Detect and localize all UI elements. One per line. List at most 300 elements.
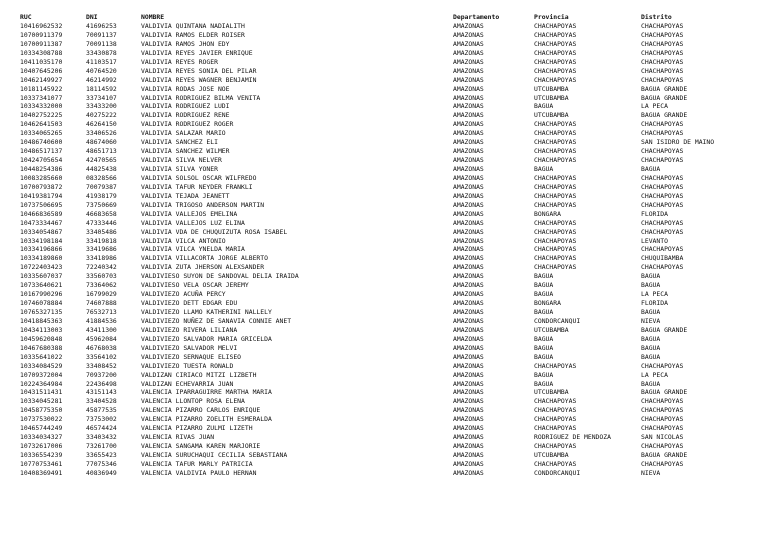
- cell-nombre: VALDIVIA REYES WAGNER BENJAMIN: [141, 75, 257, 84]
- cell-provincia: BONGARA: [534, 209, 561, 218]
- table-row: [20, 219, 760, 228]
- cell-provincia: BAGUA: [534, 272, 554, 281]
- cell-nombre: VALENCIA TAFUR MARLY PATRICIA: [141, 459, 253, 468]
- cell-dni: 33418986: [86, 254, 117, 263]
- cell-distrito: FLORIDA: [641, 299, 668, 308]
- cell-departamento: AMAZONAS: [453, 165, 484, 173]
- table-body: [20, 22, 760, 478]
- cell-ruc: 10431511431: [20, 388, 63, 397]
- table-row: [20, 174, 760, 183]
- cell-distrito: CHACHAPOYAS: [641, 75, 684, 84]
- cell-distrito: CHUQUIBAMBA: [641, 254, 684, 263]
- cell-nombre: VALDIVIA RODAS JOSE NOE: [141, 84, 230, 93]
- cell-ruc: 10408369491: [20, 468, 63, 477]
- cell-provincia: BAGUA: [534, 343, 554, 352]
- cell-distrito: BAGUA GRANDE: [641, 93, 688, 102]
- cell-ruc: 10334196866: [20, 245, 63, 254]
- cell-distrito: CHACHAPOYAS: [641, 22, 684, 30]
- cell-nombre: VALDIVIA REYES JAVIER ENRIQUE: [141, 48, 253, 57]
- cell-provincia: UTCUBAMBA: [534, 111, 569, 120]
- cell-departamento: AMAZONAS: [453, 433, 484, 442]
- cell-nombre: VALDIVIA VALLEJOS LUZ ELINA: [141, 218, 245, 227]
- table-row: [20, 156, 760, 165]
- cell-provincia: CONDORCANQUI: [534, 468, 581, 477]
- cell-dni: 48651713: [86, 147, 117, 156]
- table-row: [20, 344, 760, 353]
- cell-dni: 33408452: [86, 361, 117, 370]
- cell-nombre: VALENCIA RIVAS JUAN: [141, 433, 215, 442]
- cell-ruc: 10462641503: [20, 120, 63, 129]
- cell-dni: 33405486: [86, 227, 117, 236]
- cell-departamento: AMAZONAS: [453, 316, 484, 325]
- cell-ruc: 10181145922: [20, 84, 63, 93]
- table-row: [20, 469, 760, 478]
- cell-dni: 33404528: [86, 397, 117, 406]
- cell-nombre: VALDIVIA VILCA YNELDA MARIA: [141, 245, 245, 254]
- cell-distrito: LA PECA: [641, 370, 668, 379]
- cell-provincia: BAGUA: [534, 352, 554, 361]
- cell-provincia: CHACHAPOYAS: [534, 22, 577, 30]
- cell-nombre: VALDIVIESO SUYON DE SANDOVAL DELIA IRAIDA: [141, 272, 299, 281]
- cell-distrito: CHACHAPOYAS: [641, 200, 684, 209]
- records-table: [20, 12, 760, 478]
- cell-departamento: AMAZONAS: [453, 227, 484, 236]
- cell-departamento: AMAZONAS: [453, 120, 484, 129]
- cell-dni: 33430878: [86, 48, 117, 57]
- table-row: [20, 290, 760, 299]
- table-row: [20, 210, 760, 219]
- header-dni: DNI: [86, 13, 98, 21]
- cell-ruc: 10083285660: [20, 173, 63, 182]
- table-row: [20, 362, 760, 371]
- cell-dni: 46683658: [86, 209, 117, 218]
- cell-ruc: 10737530022: [20, 415, 63, 424]
- table-row: [20, 254, 760, 263]
- table-row: [20, 406, 760, 415]
- cell-dni: 33655423: [86, 451, 117, 459]
- cell-nombre: VALDIVIA VALLEJOS EMELINA: [141, 209, 238, 218]
- cell-ruc: 10335607037: [20, 272, 63, 281]
- cell-nombre: VALDIVIA REYES SONIA DEL PILAR: [141, 66, 257, 75]
- cell-departamento: AMAZONAS: [453, 138, 484, 147]
- cell-nombre: VALDIVIA VILCA ANTONIO: [141, 236, 226, 245]
- cell-nombre: VALENCIA VALDIVIA PAULO HERNAN: [141, 468, 257, 477]
- cell-dni: 43411300: [86, 325, 117, 334]
- cell-dni: 73261700: [86, 442, 117, 451]
- cell-ruc: 10462149927: [20, 75, 63, 84]
- cell-departamento: AMAZONAS: [453, 281, 484, 290]
- cell-ruc: 10167990296: [20, 290, 63, 299]
- cell-dni: 33734107: [86, 93, 117, 102]
- cell-departamento: AMAZONAS: [453, 379, 484, 388]
- cell-distrito: CHACHAPOYAS: [641, 120, 684, 129]
- cell-nombre: VALENCIA SURUCHAQUI CECILIA SEBASTIANA: [141, 451, 288, 459]
- table-row: [20, 67, 760, 76]
- cell-nombre: VALDIVIEZO LLAMO KATHERINI NALLELY: [141, 308, 272, 316]
- cell-provincia: UTCUBAMBA: [534, 325, 569, 334]
- cell-dni: 73364062: [86, 281, 117, 290]
- table-row: [20, 424, 760, 433]
- table-row: [20, 451, 760, 460]
- cell-departamento: AMAZONAS: [453, 66, 484, 75]
- cell-provincia: BAGUA: [534, 290, 554, 299]
- cell-provincia: CHACHAPOYAS: [534, 406, 577, 415]
- cell-departamento: AMAZONAS: [453, 93, 484, 102]
- cell-provincia: CHACHAPOYAS: [534, 263, 577, 272]
- cell-provincia: CHACHAPOYAS: [534, 147, 577, 156]
- cell-distrito: CHACHAPOYAS: [641, 415, 684, 424]
- cell-provincia: UTCUBAMBA: [534, 451, 569, 459]
- cell-dni: 33403432: [86, 433, 117, 442]
- cell-distrito: CHACHAPOYAS: [641, 182, 684, 191]
- table-row: [20, 308, 760, 317]
- cell-distrito: BAGUA: [641, 308, 661, 316]
- cell-ruc: 10700911387: [20, 39, 63, 48]
- cell-distrito: BAGUA: [641, 165, 661, 173]
- cell-dni: 46574424: [86, 424, 117, 433]
- cell-departamento: AMAZONAS: [453, 254, 484, 263]
- cell-departamento: AMAZONAS: [453, 57, 484, 66]
- cell-ruc: 10434113003: [20, 325, 63, 334]
- table-row: [20, 49, 760, 58]
- cell-ruc: 10765327135: [20, 308, 63, 316]
- cell-dni: 73753002: [86, 415, 117, 424]
- cell-departamento: AMAZONAS: [453, 263, 484, 272]
- cell-distrito: FLORIDA: [641, 209, 668, 218]
- cell-ruc: 10411035170: [20, 57, 63, 66]
- cell-nombre: VALDIVIEZO DETT EDGAR EDU: [141, 299, 238, 308]
- cell-ruc: 10700911379: [20, 30, 63, 39]
- cell-distrito: CHACHAPOYAS: [641, 191, 684, 200]
- cell-distrito: CHACHAPOYAS: [641, 66, 684, 75]
- cell-provincia: CHACHAPOYAS: [534, 30, 577, 39]
- cell-dni: 70079387: [86, 182, 117, 191]
- cell-provincia: CHACHAPOYAS: [534, 129, 577, 138]
- cell-departamento: AMAZONAS: [453, 48, 484, 57]
- header-ruc: RUC: [20, 13, 32, 21]
- cell-departamento: AMAZONAS: [453, 370, 484, 379]
- table-row: [20, 31, 760, 40]
- cell-provincia: BAGUA: [534, 281, 554, 290]
- cell-ruc: 10732617006: [20, 442, 63, 451]
- cell-nombre: VALDIVIEZO SALVADOR MARIA GRICELDA: [141, 334, 272, 343]
- cell-provincia: CHACHAPOYAS: [534, 227, 577, 236]
- cell-distrito: CHACHAPOYAS: [641, 442, 684, 451]
- cell-dni: 33419686: [86, 245, 117, 254]
- cell-provincia: CHACHAPOYAS: [534, 39, 577, 48]
- cell-dni: 76532713: [86, 308, 117, 316]
- cell-ruc: 10336554239: [20, 451, 63, 459]
- cell-departamento: AMAZONAS: [453, 182, 484, 191]
- cell-dni: 41103517: [86, 57, 117, 66]
- cell-provincia: CHACHAPOYAS: [534, 200, 577, 209]
- cell-departamento: AMAZONAS: [453, 352, 484, 361]
- cell-distrito: LA PECA: [641, 290, 668, 299]
- cell-nombre: VALDIZAN ECHEVARRIA JUAN: [141, 379, 234, 388]
- cell-departamento: AMAZONAS: [453, 442, 484, 451]
- cell-provincia: CHACHAPOYAS: [534, 236, 577, 245]
- cell-provincia: CHACHAPOYAS: [534, 66, 577, 75]
- cell-nombre: VALDIVIA REYES ROGER: [141, 57, 218, 66]
- table-row: [20, 388, 760, 397]
- cell-provincia: CHACHAPOYAS: [534, 361, 577, 370]
- cell-provincia: BAGUA: [534, 165, 554, 173]
- cell-departamento: AMAZONAS: [453, 156, 484, 165]
- cell-distrito: CHACHAPOYAS: [641, 156, 684, 165]
- table-row: [20, 245, 760, 254]
- cell-provincia: CONDORCANQUI: [534, 316, 581, 325]
- cell-nombre: VALENCIA IPARRAGUIRRE MARTHA MARIA: [141, 388, 272, 397]
- cell-distrito: BAGUA: [641, 272, 661, 281]
- cell-departamento: AMAZONAS: [453, 245, 484, 254]
- cell-provincia: CHACHAPOYAS: [534, 57, 577, 66]
- cell-provincia: CHACHAPOYAS: [534, 75, 577, 84]
- cell-distrito: CHACHAPOYAS: [641, 406, 684, 415]
- cell-distrito: CHACHAPOYAS: [641, 57, 684, 66]
- cell-dni: 47333446: [86, 218, 117, 227]
- cell-nombre: VALDIVIA TEJADA JEANETT: [141, 191, 230, 200]
- table-row: [20, 138, 760, 147]
- cell-dni: 46214992: [86, 75, 117, 84]
- cell-dni: 33406526: [86, 129, 117, 138]
- cell-distrito: BAGUA: [641, 352, 661, 361]
- cell-dni: 48674060: [86, 138, 117, 147]
- cell-nombre: VALDIVIA RODRIGUEZ RENE: [141, 111, 230, 120]
- cell-dni: 46768038: [86, 343, 117, 352]
- cell-dni: 40275222: [86, 111, 117, 120]
- cell-nombre: VALENCIA PIZARRO ZULMI LIZETH: [141, 424, 253, 433]
- cell-ruc: 10467680388: [20, 343, 63, 352]
- table-row: [20, 102, 760, 111]
- cell-dni: 40764520: [86, 66, 117, 75]
- cell-dni: 45877535: [86, 406, 117, 415]
- cell-departamento: AMAZONAS: [453, 334, 484, 343]
- cell-departamento: AMAZONAS: [453, 75, 484, 84]
- cell-distrito: CHACHAPOYAS: [641, 263, 684, 272]
- cell-departamento: AMAZONAS: [453, 468, 484, 477]
- cell-nombre: VALDIVIA SALAZAR MARIO: [141, 129, 226, 138]
- cell-departamento: AMAZONAS: [453, 397, 484, 406]
- cell-distrito: SAN NICOLAS: [641, 433, 684, 442]
- cell-distrito: BAGUA GRANDE: [641, 388, 688, 397]
- cell-provincia: BAGUA: [534, 379, 554, 388]
- cell-distrito: CHACHAPOYAS: [641, 397, 684, 406]
- cell-nombre: VALDIVIA SILVA NELVER: [141, 156, 222, 165]
- cell-departamento: AMAZONAS: [453, 173, 484, 182]
- cell-distrito: SAN ISIDRO DE MAINO: [641, 138, 715, 147]
- cell-ruc: 10458775350: [20, 406, 63, 415]
- cell-departamento: AMAZONAS: [453, 308, 484, 316]
- cell-distrito: BAGUA: [641, 281, 661, 290]
- cell-nombre: VALDIVIA RAMOS ELDER ROISER: [141, 30, 245, 39]
- cell-dni: 33564102: [86, 352, 117, 361]
- cell-nombre: VALENCIA LLONTOP ROSA ELENA: [141, 397, 245, 406]
- cell-nombre: VALDIVIEZO NUÑEZ DE SANAVIA CONNIE ANET: [141, 316, 292, 325]
- cell-departamento: AMAZONAS: [453, 209, 484, 218]
- cell-dni: 43151143: [86, 388, 117, 397]
- cell-nombre: VALDIVIA ZUTA JHERSON ALEXSANDER: [141, 263, 265, 272]
- cell-ruc: 10465744249: [20, 424, 63, 433]
- header-provincia: Provincia: [534, 13, 569, 21]
- table-row: [20, 120, 760, 129]
- cell-nombre: VALDIVIEZO ACUÑA PERCY: [141, 290, 226, 299]
- cell-dni: 08328566: [86, 173, 117, 182]
- header-nombre: NOMBRE: [141, 13, 165, 21]
- cell-ruc: 10334332000: [20, 102, 63, 111]
- cell-departamento: AMAZONAS: [453, 102, 484, 111]
- cell-provincia: UTCUBAMBA: [534, 93, 569, 102]
- cell-nombre: VALDIVIA VILLACORTA JORGE ALBERTO: [141, 254, 268, 263]
- cell-nombre: VALDIVIA VDA DE CHUQUIZUTA ROSA ISABEL: [141, 227, 288, 236]
- cell-provincia: BAGUA: [534, 102, 554, 111]
- cell-distrito: BAGUA: [641, 334, 661, 343]
- cell-distrito: CHACHAPOYAS: [641, 218, 684, 227]
- cell-departamento: AMAZONAS: [453, 236, 484, 245]
- cell-provincia: UTCUBAMBA: [534, 84, 569, 93]
- cell-ruc: 10337341077: [20, 93, 63, 102]
- table-row: [20, 281, 760, 290]
- cell-dni: 44825438: [86, 165, 117, 173]
- cell-provincia: CHACHAPOYAS: [534, 182, 577, 191]
- cell-departamento: AMAZONAS: [453, 299, 484, 308]
- cell-distrito: LA PECA: [641, 102, 668, 111]
- cell-ruc: 10334189860: [20, 254, 63, 263]
- cell-distrito: NIEVA: [641, 468, 661, 477]
- cell-ruc: 10419381794: [20, 191, 63, 200]
- cell-dni: 33433200: [86, 102, 117, 111]
- cell-dni: 18114592: [86, 84, 117, 93]
- cell-dni: 46264150: [86, 120, 117, 129]
- cell-provincia: BAGUA: [534, 308, 554, 316]
- cell-ruc: 10335641022: [20, 352, 63, 361]
- cell-departamento: AMAZONAS: [453, 406, 484, 415]
- cell-departamento: AMAZONAS: [453, 30, 484, 39]
- table-row: [20, 263, 760, 272]
- table-row: [20, 353, 760, 362]
- cell-nombre: VALDIVIA QUINTANA NADIALITH: [141, 22, 245, 30]
- table-row: [20, 201, 760, 210]
- cell-provincia: RODRIGUEZ DE MENDOZA: [534, 433, 611, 442]
- cell-distrito: CHACHAPOYAS: [641, 361, 684, 370]
- cell-ruc: 10416962532: [20, 22, 63, 30]
- cell-nombre: VALENCIA PIZARRO ZOELITH ESMERALDA: [141, 415, 272, 424]
- cell-dni: 72240342: [86, 263, 117, 272]
- cell-dni: 16799029: [86, 290, 117, 299]
- cell-distrito: BAGUA: [641, 379, 661, 388]
- cell-ruc: 10407645206: [20, 66, 63, 75]
- cell-provincia: CHACHAPOYAS: [534, 442, 577, 451]
- table-row: [20, 335, 760, 344]
- cell-departamento: AMAZONAS: [453, 325, 484, 334]
- cell-provincia: CHACHAPOYAS: [534, 415, 577, 424]
- cell-ruc: 10424705654: [20, 156, 63, 165]
- table-row: [20, 183, 760, 192]
- cell-ruc: 10334084529: [20, 361, 63, 370]
- cell-provincia: CHACHAPOYAS: [534, 218, 577, 227]
- cell-ruc: 10334065265: [20, 129, 63, 138]
- cell-provincia: CHACHAPOYAS: [534, 173, 577, 182]
- cell-ruc: 10737506695: [20, 200, 63, 209]
- cell-nombre: VALDIVIEZO RIVERA LILIANA: [141, 325, 238, 334]
- cell-provincia: CHACHAPOYAS: [534, 120, 577, 129]
- cell-provincia: CHACHAPOYAS: [534, 138, 577, 147]
- cell-ruc: 10700793872: [20, 182, 63, 191]
- cell-departamento: AMAZONAS: [453, 191, 484, 200]
- cell-nombre: VALDIVIA RAMOS JHON EDY: [141, 39, 230, 48]
- cell-ruc: 10473334467: [20, 218, 63, 227]
- cell-ruc: 10466836589: [20, 209, 63, 218]
- cell-nombre: VALDIVIESO VELA OSCAR JEREMY: [141, 281, 249, 290]
- cell-dni: 70937200: [86, 370, 117, 379]
- cell-distrito: BAGUA GRANDE: [641, 84, 688, 93]
- cell-departamento: AMAZONAS: [453, 111, 484, 120]
- table-row: [20, 111, 760, 120]
- cell-ruc: 10334198184: [20, 236, 63, 245]
- header-distrito: Distrito: [641, 13, 672, 21]
- cell-ruc: 10334034327: [20, 433, 63, 442]
- cell-dni: 70091138: [86, 39, 117, 48]
- cell-dni: 42470565: [86, 156, 117, 165]
- table-row: [20, 397, 760, 406]
- cell-distrito: CHACHAPOYAS: [641, 129, 684, 138]
- cell-nombre: VALENCIA PIZARRO CARLOS ENRIQUE: [141, 406, 261, 415]
- cell-ruc: 10334054867: [20, 227, 63, 236]
- table-row: [20, 326, 760, 335]
- table-row: [20, 192, 760, 201]
- table-row: [20, 147, 760, 156]
- cell-departamento: AMAZONAS: [453, 415, 484, 424]
- cell-distrito: CHACHAPOYAS: [641, 39, 684, 48]
- cell-departamento: AMAZONAS: [453, 218, 484, 227]
- table-row: [20, 40, 760, 49]
- cell-dni: 33560703: [86, 272, 117, 281]
- cell-distrito: CHACHAPOYAS: [641, 48, 684, 57]
- cell-ruc: 10770753461: [20, 459, 63, 468]
- cell-departamento: AMAZONAS: [453, 39, 484, 48]
- cell-dni: 41696253: [86, 22, 117, 30]
- cell-ruc: 10486740600: [20, 138, 63, 147]
- cell-distrito: CHACHAPOYAS: [641, 424, 684, 433]
- cell-dni: 22436498: [86, 379, 117, 388]
- table-row: [20, 299, 760, 308]
- cell-nombre: VALDIVIA RODRIGUEZ LUDI: [141, 102, 230, 111]
- table-row: [20, 94, 760, 103]
- cell-nombre: VALDIVIA RODRIGUEZ ROGER: [141, 120, 234, 129]
- cell-distrito: BAGUA GRANDE: [641, 111, 688, 120]
- cell-dni: 45962084: [86, 334, 117, 343]
- cell-departamento: AMAZONAS: [453, 200, 484, 209]
- cell-ruc: 10224364984: [20, 379, 63, 388]
- table-row: [20, 272, 760, 281]
- table-row: [20, 442, 760, 451]
- cell-nombre: VALDIVIEZO SERNAQUE ELISEO: [141, 352, 242, 361]
- cell-nombre: VALDIVIA SANCHEZ ELI: [141, 138, 218, 147]
- cell-provincia: BAGUA: [534, 334, 554, 343]
- cell-provincia: BAGUA: [534, 370, 554, 379]
- cell-departamento: AMAZONAS: [453, 343, 484, 352]
- cell-departamento: AMAZONAS: [453, 290, 484, 299]
- cell-dni: 40836949: [86, 468, 117, 477]
- cell-provincia: CHACHAPOYAS: [534, 459, 577, 468]
- table-row: [20, 460, 760, 469]
- cell-departamento: AMAZONAS: [453, 147, 484, 156]
- table-row: [20, 129, 760, 138]
- cell-dni: 33419818: [86, 236, 117, 245]
- table-row: [20, 22, 760, 31]
- cell-dni: 41884536: [86, 316, 117, 325]
- cell-departamento: AMAZONAS: [453, 451, 484, 459]
- cell-provincia: BONGARA: [534, 299, 561, 308]
